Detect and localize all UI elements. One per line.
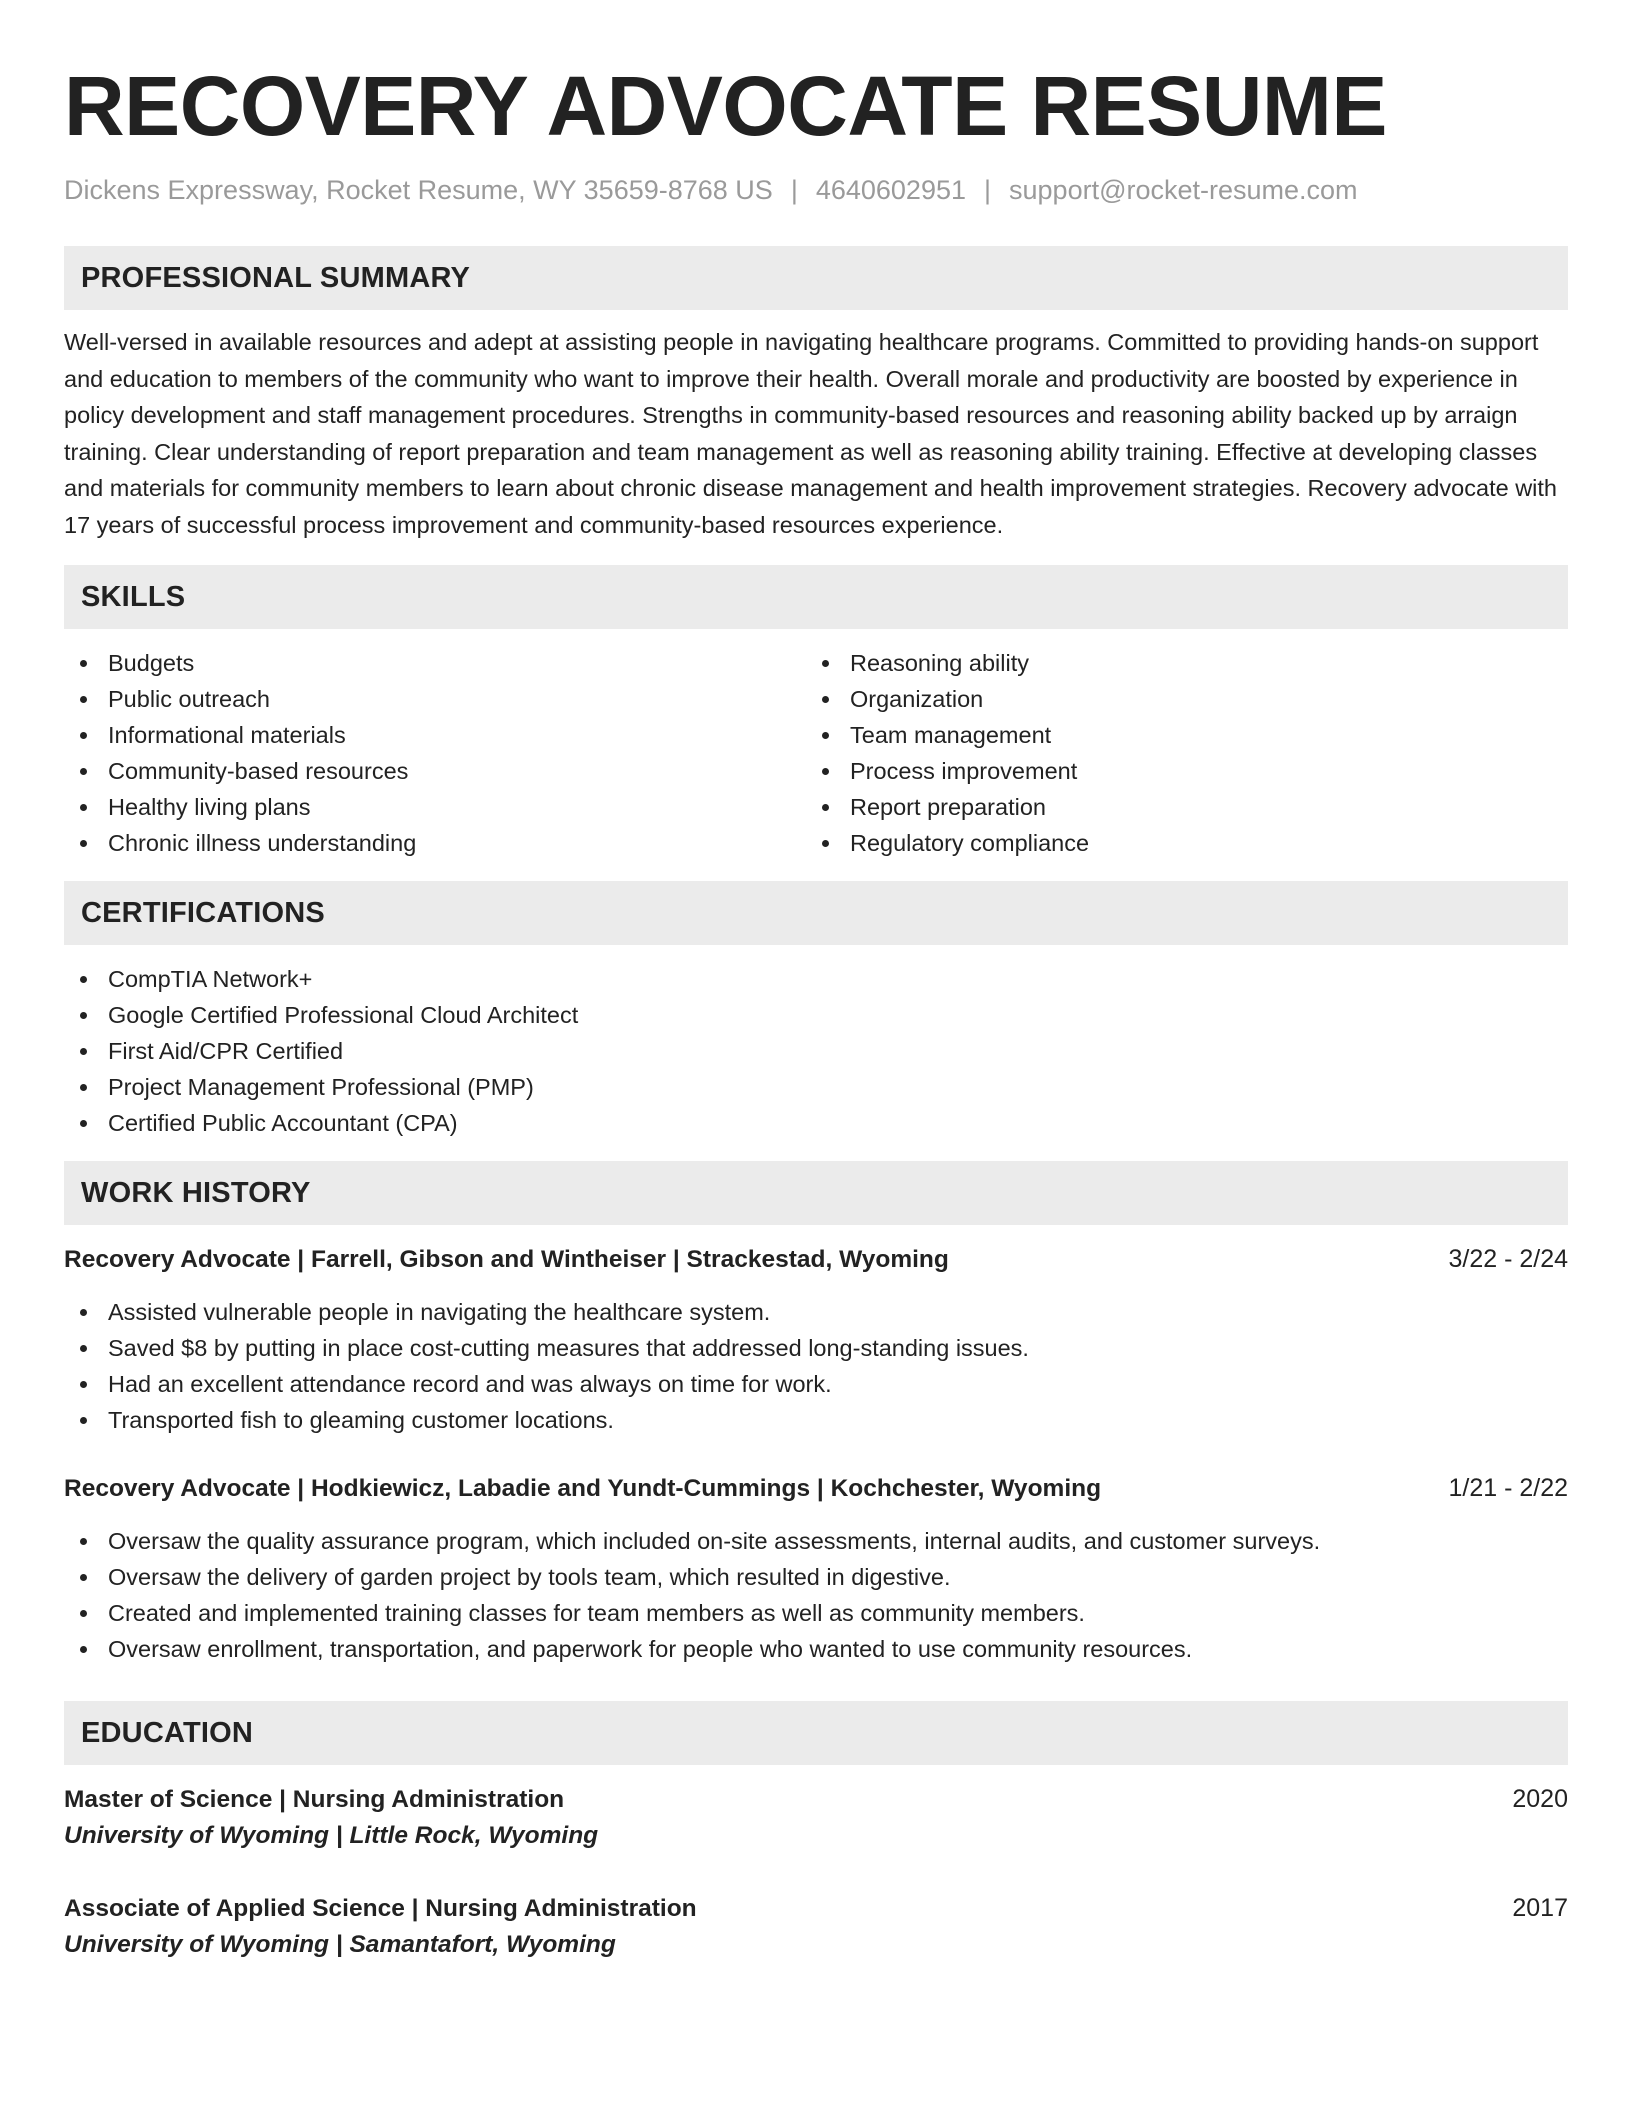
skills-section-header xyxy=(64,565,1568,629)
job-bullets xyxy=(64,1294,1568,1438)
education-year: 2020 xyxy=(1512,1785,1568,1813)
certifications-list xyxy=(64,961,1568,1141)
skill-item: Regulatory compliance xyxy=(806,825,1548,861)
skills-column-left xyxy=(64,645,806,861)
job-bullet: Oversaw the quality assurance program, which included on-site assessments, internal audits, and customer surveys. xyxy=(64,1523,1568,1559)
job-dates: 1/21 - 2/22 xyxy=(1448,1474,1568,1502)
resume-page xyxy=(64,0,1568,1963)
skills-column-right xyxy=(806,645,1548,861)
job-title: Recovery Advocate | Farrell, Gibson and Wintheiser | Strackestad, Wyoming xyxy=(64,1246,949,1273)
skill-item: Team management xyxy=(806,717,1548,753)
skill-item: Healthy living plans xyxy=(64,789,806,825)
certifications-section-title: CERTIFICATIONS xyxy=(81,896,325,929)
contact-email[interactable]: support@rocket-resume.com xyxy=(1009,175,1358,205)
job-entry xyxy=(64,1241,1568,1438)
skills-list xyxy=(64,645,1568,861)
job-bullet: Created and implemented training classes for team members as well as community members. xyxy=(64,1595,1568,1631)
certification-item: Certified Public Accountant (CPA) xyxy=(64,1105,1568,1141)
education-section-title: EDUCATION xyxy=(81,1716,254,1749)
job-bullets xyxy=(64,1523,1568,1667)
skill-item: Community-based resources xyxy=(64,753,806,789)
education-degree: Associate of Applied Science | Nursing Administration xyxy=(64,1895,697,1922)
skill-item: Budgets xyxy=(64,645,806,681)
certification-item: Google Certified Professional Cloud Architect xyxy=(64,997,1568,1033)
job-header xyxy=(64,1470,1568,1507)
education-section-header xyxy=(64,1701,1568,1765)
skill-item: Informational materials xyxy=(64,717,806,753)
resume-title: RECOVERY ADVOCATE RESUME xyxy=(64,59,1387,153)
education-entry xyxy=(64,1781,1568,1854)
skills-section-title: SKILLS xyxy=(81,580,186,613)
job-bullet: Had an excellent attendance record and was always on time for work. xyxy=(64,1366,1568,1402)
skill-item: Chronic illness understanding xyxy=(64,825,806,861)
job-bullet: Saved $8 by putting in place cost-cutting measures that addressed long-standing issues. xyxy=(64,1330,1568,1366)
contact-phone: 4640602951 xyxy=(815,175,966,205)
contact-separator: | xyxy=(790,175,798,205)
contact-address: Dickens Expressway, Rocket Resume, WY 35659-8768 US xyxy=(64,175,773,205)
job-title: Recovery Advocate | Hodkiewicz, Labadie and Yundt-Cummings | Kochchester, Wyoming xyxy=(64,1475,1102,1502)
certifications-section-header xyxy=(64,881,1568,945)
contact-separator: | xyxy=(984,175,992,205)
work-section-header xyxy=(64,1161,1568,1225)
job-bullet: Assisted vulnerable people in navigating the healthcare system. xyxy=(64,1294,1568,1330)
job-entry xyxy=(64,1470,1568,1667)
certification-item: Project Management Professional (PMP) xyxy=(64,1069,1568,1105)
job-bullet: Transported fish to gleaming customer locations. xyxy=(64,1402,1568,1438)
education-school: University of Wyoming | Samantafort, Wyoming xyxy=(64,1931,616,1958)
education-header xyxy=(64,1781,1568,1818)
job-dates: 3/22 - 2/24 xyxy=(1448,1245,1568,1273)
education-year: 2017 xyxy=(1512,1894,1568,1922)
education-school: University of Wyoming | Little Rock, Wyoming xyxy=(64,1822,599,1849)
job-header xyxy=(64,1241,1568,1278)
skill-item: Report preparation xyxy=(806,789,1548,825)
job-bullet: Oversaw the delivery of garden project by tools team, which resulted in digestive. xyxy=(64,1559,1568,1595)
certification-item: CompTIA Network+ xyxy=(64,961,1568,997)
education-header xyxy=(64,1890,1568,1927)
skill-item: Public outreach xyxy=(64,681,806,717)
contact-line xyxy=(64,172,1568,208)
skill-item: Reasoning ability xyxy=(806,645,1548,681)
summary-text: Well-versed in available resources and adept at assisting people in navigating healthcare programs. Committed to providing hands-on support and education to members of the community who want to improve their health. Overall morale and productivity are boosted by experience in policy development and staff management procedures. Strengths in community-based resources and reasoning ability backed up by arraign training. Clear understanding of report preparation and team management as well as reasoning ability training. Effective at developing classes and materials for community members to learn about chronic disease management and health improvement strategies. Recovery advocate with 17 years of successful process improvement and community-based resources experience. xyxy=(64,329,1557,538)
work-section-title: WORK HISTORY xyxy=(81,1176,311,1209)
skill-item: Process improvement xyxy=(806,753,1548,789)
summary-section-title: PROFESSIONAL SUMMARY xyxy=(81,261,471,294)
education-entry xyxy=(64,1890,1568,1963)
certification-item: First Aid/CPR Certified xyxy=(64,1033,1568,1069)
education-degree: Master of Science | Nursing Administration xyxy=(64,1786,565,1813)
summary-section-header xyxy=(64,246,1568,310)
job-bullet: Oversaw enrollment, transportation, and paperwork for people who wanted to use community resources. xyxy=(64,1631,1568,1667)
skill-item: Organization xyxy=(806,681,1548,717)
